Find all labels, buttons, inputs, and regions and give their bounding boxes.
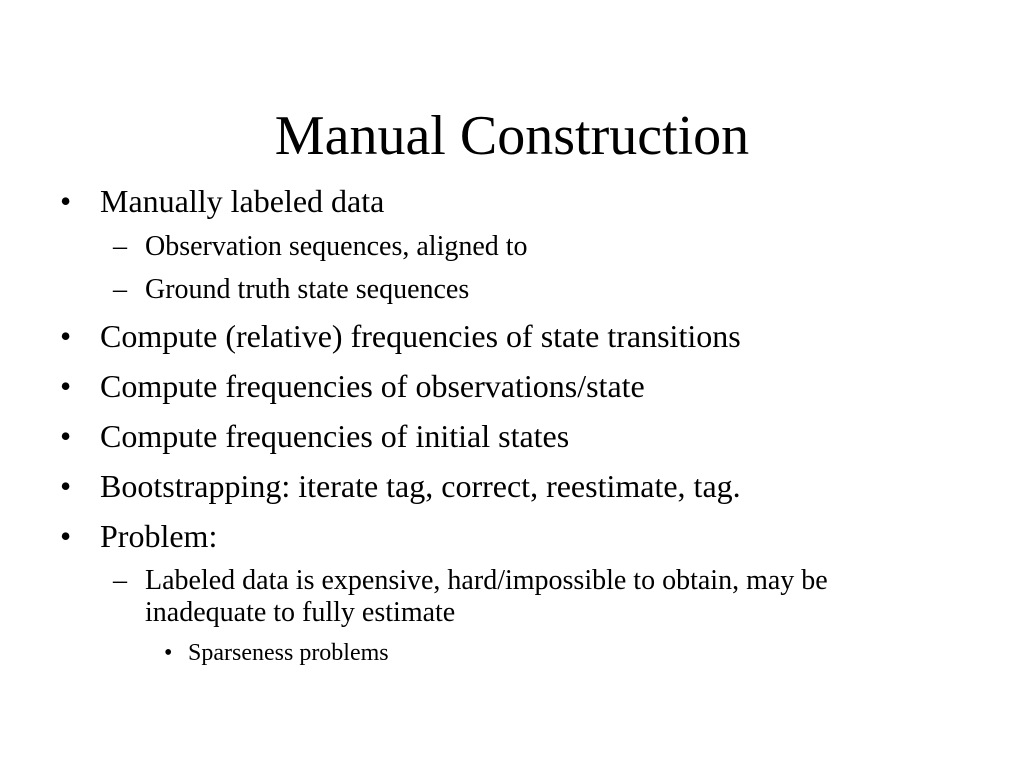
bullet-marker: • — [60, 318, 72, 354]
bullet-text: Bootstrapping: iterate tag, correct, reestimate, tag. — [100, 468, 741, 504]
bullet-item — [60, 181, 960, 221]
sub-bullet-text: Labeled data is expensive, hard/impossible to obtain, may be — [145, 565, 828, 596]
bullet-text: Manually labeled data — [100, 183, 385, 219]
sub-bullet-text: Observation sequences, aligned to — [145, 231, 528, 262]
bullet-item — [60, 366, 1000, 406]
bullet-marker: • — [60, 183, 72, 219]
bullet-marker: • — [60, 518, 72, 554]
bullet-text: Compute frequencies of observations/state — [100, 368, 645, 404]
sub-bullet-text: Ground truth state sequences — [145, 274, 470, 305]
bullet-text: Compute (relative) frequencies of state transitions — [100, 318, 741, 354]
dash-marker: – — [113, 231, 127, 262]
dash-marker: – — [113, 274, 127, 305]
slide-title: Manual Construction — [274, 105, 750, 167]
sub-sub-bullet-item — [164, 639, 984, 667]
sub-bullet-item — [113, 565, 1013, 629]
sub-bullet-item — [113, 274, 993, 306]
bullet-marker: • — [164, 640, 173, 666]
sub-bullet-item — [113, 231, 993, 263]
bullet-text: Problem: — [100, 518, 218, 554]
bullet-item — [60, 516, 1000, 556]
sub-sub-bullet-text: Sparseness problems — [188, 640, 389, 666]
bullet-item — [60, 466, 1000, 506]
bullet-item — [60, 416, 1000, 456]
dash-marker: – — [113, 565, 127, 596]
sub-bullet-text-continuation: inadequate to fully estimate — [145, 597, 456, 628]
bullet-marker: • — [60, 468, 72, 504]
bullet-marker: • — [60, 418, 72, 454]
bullet-item — [60, 316, 1000, 356]
bullet-text: Compute frequencies of initial states — [100, 418, 570, 454]
bullet-marker: • — [60, 368, 72, 404]
